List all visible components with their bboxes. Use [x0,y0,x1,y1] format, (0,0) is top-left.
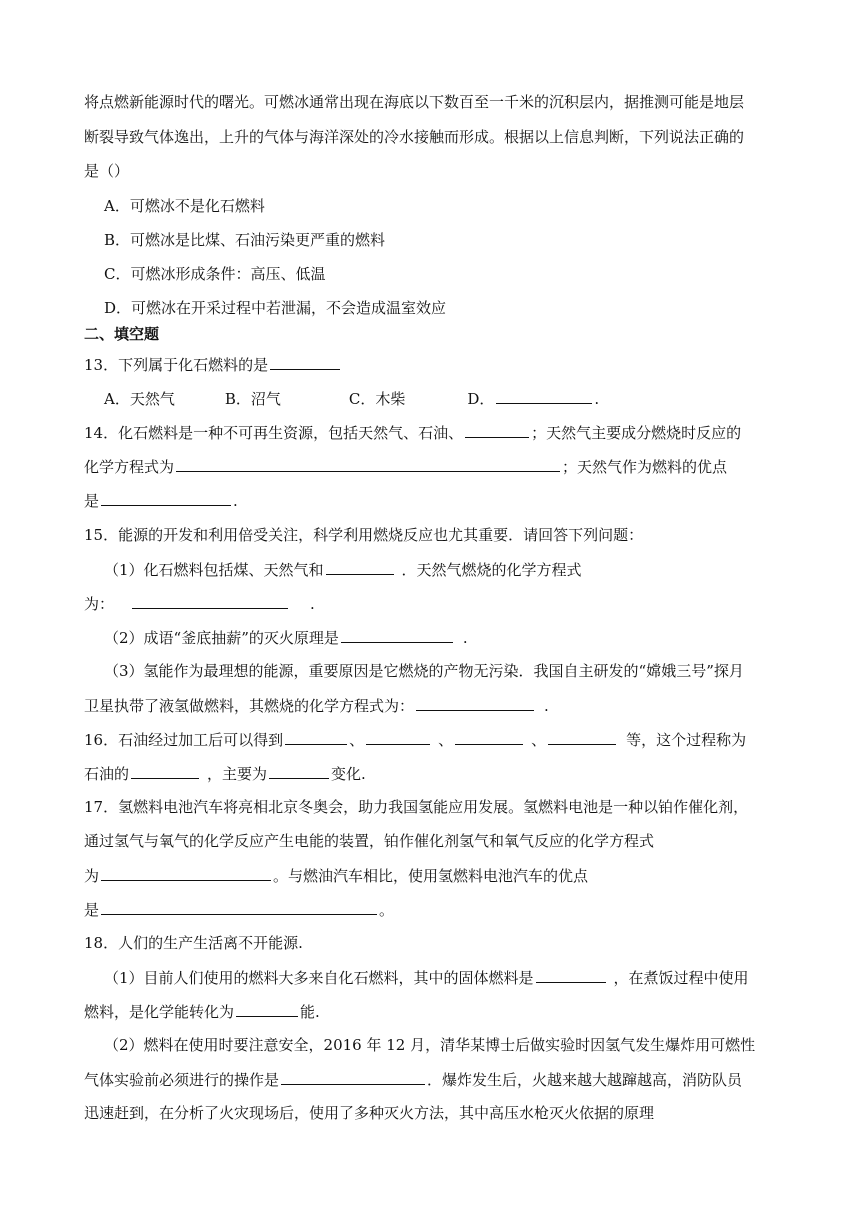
q15-p3-blank[interactable] [416,695,534,711]
q13-option-c: C．木柴 [348,390,406,408]
q13-option-b: B．沼气 [224,390,281,408]
q16-blank-1[interactable] [285,729,347,745]
q16-text-5: 变化. [331,765,366,783]
q17-line-1: 17．氢燃料电池汽车将亮相北京冬奥会，助力我国氢能应用发展。氢燃料电池是一种以铂作催化剂， [84,798,749,816]
q13-options [104,388,599,409]
q15-p2-blank[interactable] [341,627,453,643]
q18-part-2: （2）燃料在使用时要注意安全，2016 年 12 月，清华某博士后做实验时因氢气发生爆炸用可燃性 [104,1036,756,1054]
q16-line-2 [84,763,366,784]
q16-blank-4[interactable] [548,729,616,745]
q18-p1-text-3: 燃料，是化学能转化为 [84,1003,235,1021]
q15-p1-end: . [310,595,315,613]
q15-part-1-cont [84,593,315,614]
q17-line-2: 通过氢气与氧气的化学反应产生电能的装置，铂作催化剂氢气和氧气反应的化学方程式 [84,832,655,850]
q14-text-5: 是 [84,492,100,510]
q18-p1-text: （1）目前人们使用的燃料大多来自化石燃料，其中的固体燃料是 [104,969,534,987]
q14-line-3 [84,490,238,511]
q18-part-1-cont [84,1001,320,1022]
q14-blank-3[interactable] [101,490,231,506]
q16-blank-5[interactable] [131,763,199,779]
q12-option-d: D．可燃冰在开采过程中若泄漏，不会造成温室效应 [104,299,447,317]
q15-stem: 15．能源的开发和利用倍受关注，科学利用燃烧反应也尤其重要．请回答下列问题： [84,526,644,544]
q18-p2-blank[interactable] [281,1069,425,1085]
q15-p1-equation-blank[interactable] [132,593,288,609]
q14-text-2: ；天然气主要成分燃烧时反应的 [531,424,742,442]
q17-blank-2[interactable] [101,899,377,915]
q17-line-4 [84,899,394,920]
q14-text-6: . [233,492,238,510]
q14-line-2 [84,456,727,477]
q12-option-c: C．可燃冰形成条件：高压、低温 [104,265,326,283]
q14-text-1: 14．化石燃料是一种不可再生资源，包括天然气、石油、 [84,424,464,442]
q18-p1-blank-2[interactable] [236,1001,298,1017]
q18-p1-end: 能. [300,1003,320,1021]
q15-p3-text: 卫星执带了液氢做燃料，其燃烧的化学方程式为： [84,697,415,715]
q17-text-4: 。 [379,901,395,919]
q16-sep-2: 、 [438,731,454,749]
q14-text-3: 化学方程式为 [84,458,175,476]
q16-sep-3: 、 [531,731,547,749]
q14-blank-2[interactable] [176,456,560,472]
q12-option-a: A．可燃冰不是化石燃料 [104,197,265,215]
q15-p1-text: （1）化石燃料包括煤、天然气和 [104,561,324,579]
q18-part-1 [104,967,749,988]
q15-p1-text-3: 为： [84,595,115,613]
q14-line-1 [84,422,741,443]
q16-text-2: 等，这个过程称为 [626,731,747,749]
q16-line-1 [84,729,746,750]
q17-text-2: 。与燃油汽车相比，使用氢燃料电池汽车的优点 [273,867,589,885]
q17-text-1: 为 [84,867,100,885]
q18-p1-text-2: ，在煮饭过程中使用 [613,969,749,987]
q16-text-4: ，主要为 [207,765,268,783]
q15-part-2 [104,627,468,648]
q14-text-4: ；天然气作为燃料的优点 [562,458,728,476]
q13-stem [84,354,342,375]
section-heading: 二、填空题 [84,325,160,343]
q15-part-3: （3）氢能作为最理想的能源，重要原因是它燃烧的产物无污染．我国自主研发的“嫦娥三号”探月 [104,662,744,680]
q16-blank-3[interactable] [455,729,523,745]
q12-stem-line-3: 是（） [84,162,130,180]
q18-stem: 18．人们的生产生活离不开能源. [84,934,303,952]
q13-option-d-blank[interactable] [496,388,592,404]
q12-stem-line-2: 断裂导致气体逸出，上升的气体与海洋深处的冷水接触而形成。根据以上信息判断，下列说法正确的 [84,128,745,146]
q15-p3-end: . [544,697,549,715]
q17-blank-1[interactable] [101,865,271,881]
q15-p2-text: （2）成语“釜底抽薪”的灭火原理是 [104,629,339,647]
q18-p1-blank[interactable] [536,967,606,983]
q13-end: . [594,390,600,408]
q18-part-2-cont-2: 迅速赶到，在分析了火灾现场后，使用了多种灭火方法，其中高压水枪灭火依据的原理 [84,1104,655,1122]
q15-p1-text-2: ．天然气燃烧的化学方程式 [401,561,582,579]
q15-p1-blank[interactable] [326,559,394,575]
q16-text-1: 16．石油经过加工后可以得到 [84,731,284,749]
q17-line-3 [84,865,588,886]
q13-answer-blank[interactable] [270,354,340,370]
q18-part-2-cont [84,1069,742,1090]
q16-sep-1: 、 [349,731,365,749]
q13-option-a: A．天然气 [104,390,175,408]
q16-blank-6[interactable] [269,763,329,779]
q16-text-3: 石油的 [84,765,130,783]
q15-part-3-cont [84,695,549,716]
q15-p2-end: . [462,629,468,647]
q13-stem-text: 13．下列属于化石燃料的是 [84,356,269,374]
q16-blank-2[interactable] [366,729,430,745]
q18-p2-text-2: ．爆炸发生后，火越来越大越蹿越高，消防队员 [427,1071,743,1089]
q17-text-3: 是 [84,901,100,919]
q13-option-d: D． [467,390,495,408]
q15-part-1 [104,559,582,580]
q14-blank-1[interactable] [465,422,529,438]
q12-stem-line-1: 将点燃新能源时代的曙光。可燃冰通常出现在海底以下数百至一千米的沉积层内，据推测可能是地层 [84,93,745,111]
q18-p2-text: 气体实验前必须进行的操作是 [84,1071,280,1089]
q12-option-b: B．可燃冰是比煤、石油污染更严重的燃料 [104,231,386,249]
